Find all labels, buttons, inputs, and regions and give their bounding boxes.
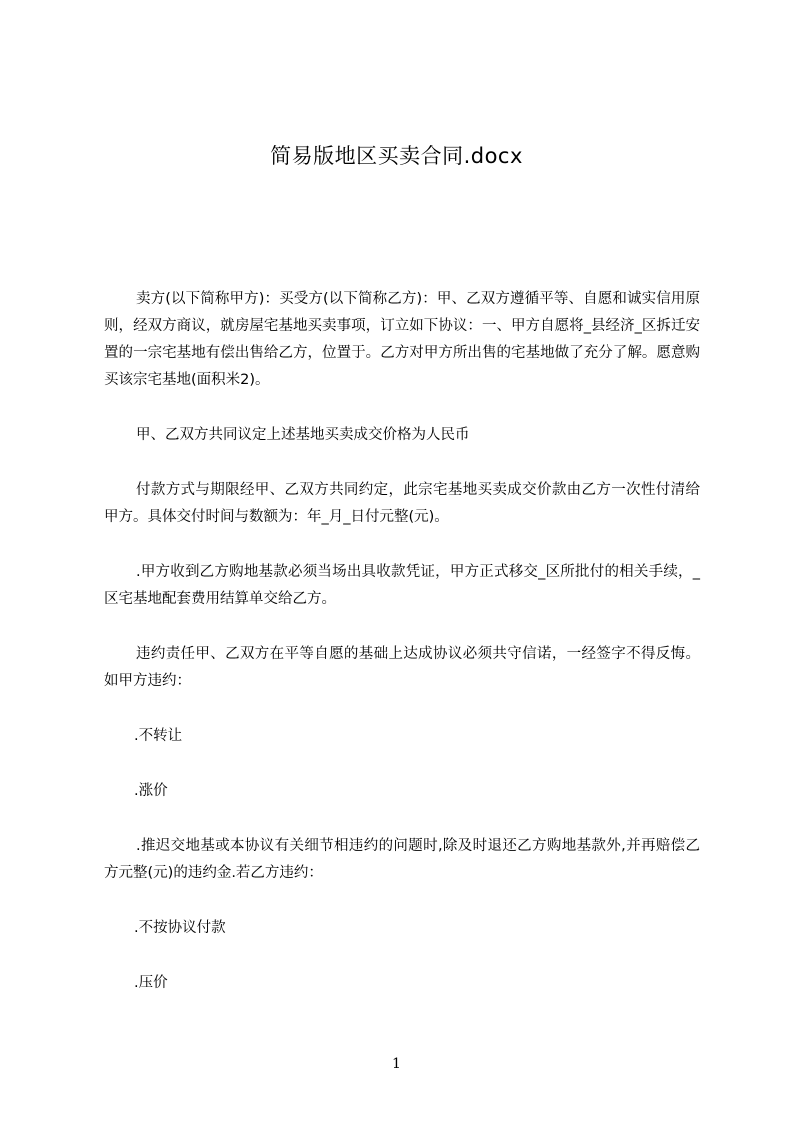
paragraph-parties-and-land: 卖方(以下简称甲方)：买受方(以下简称乙方)：甲、乙双方遵循平等、自愿和诚实信用原则，经双方商议，就房屋宅基地买卖事项，订立如下协议：一、甲方自愿将_县经济_区拆迁安置的一宗宅基地有偿出售给乙方，位置于。乙方对甲方所出售的宅基地做了充分了解。愿意购买该宗宅基地(面积米2)。 [104, 291, 700, 388]
paragraph-price: 甲、乙双方共同议定上述基地买卖成交价格为人民币 [136, 427, 470, 443]
page-number: 1 [392, 1056, 401, 1072]
paragraph-delay-penalty: .推迟交地基或本协议有关细节相违约的问题时,除及时退还乙方购地基款外,并再赔偿乙方元整(元)的违约金.若乙方违约： [104, 838, 700, 881]
paragraph-receipt-handover: .甲方收到乙方购地基款必须当场出具收款凭证，甲方正式移交_区所批付的相关手续，_区宅基地配套费用结算单交给乙方。 [104, 564, 700, 607]
paragraph-breach-liability: 违约责任甲、乙双方在平等自愿的基础上达成协议必须共守信诺，一经签字不得反悔。如甲方违约： [104, 646, 700, 689]
list-item-price-reduction: .压价 [134, 975, 168, 991]
document-body [104, 286, 700, 1025]
list-item-no-payment: .不按协议付款 [134, 920, 226, 936]
list-item-price-increase: .涨价 [134, 783, 168, 799]
list-item-no-transfer: .不转让 [134, 728, 183, 744]
paragraph-payment-terms: 付款方式与期限经甲、乙双方共同约定，此宗宅基地买卖成交价款由乙方一次性付清给甲方。具体交付时间与数额为：年_月_日付元整(元)。 [104, 482, 700, 525]
document-title: 简易版地区买卖合同.docx [270, 144, 523, 168]
